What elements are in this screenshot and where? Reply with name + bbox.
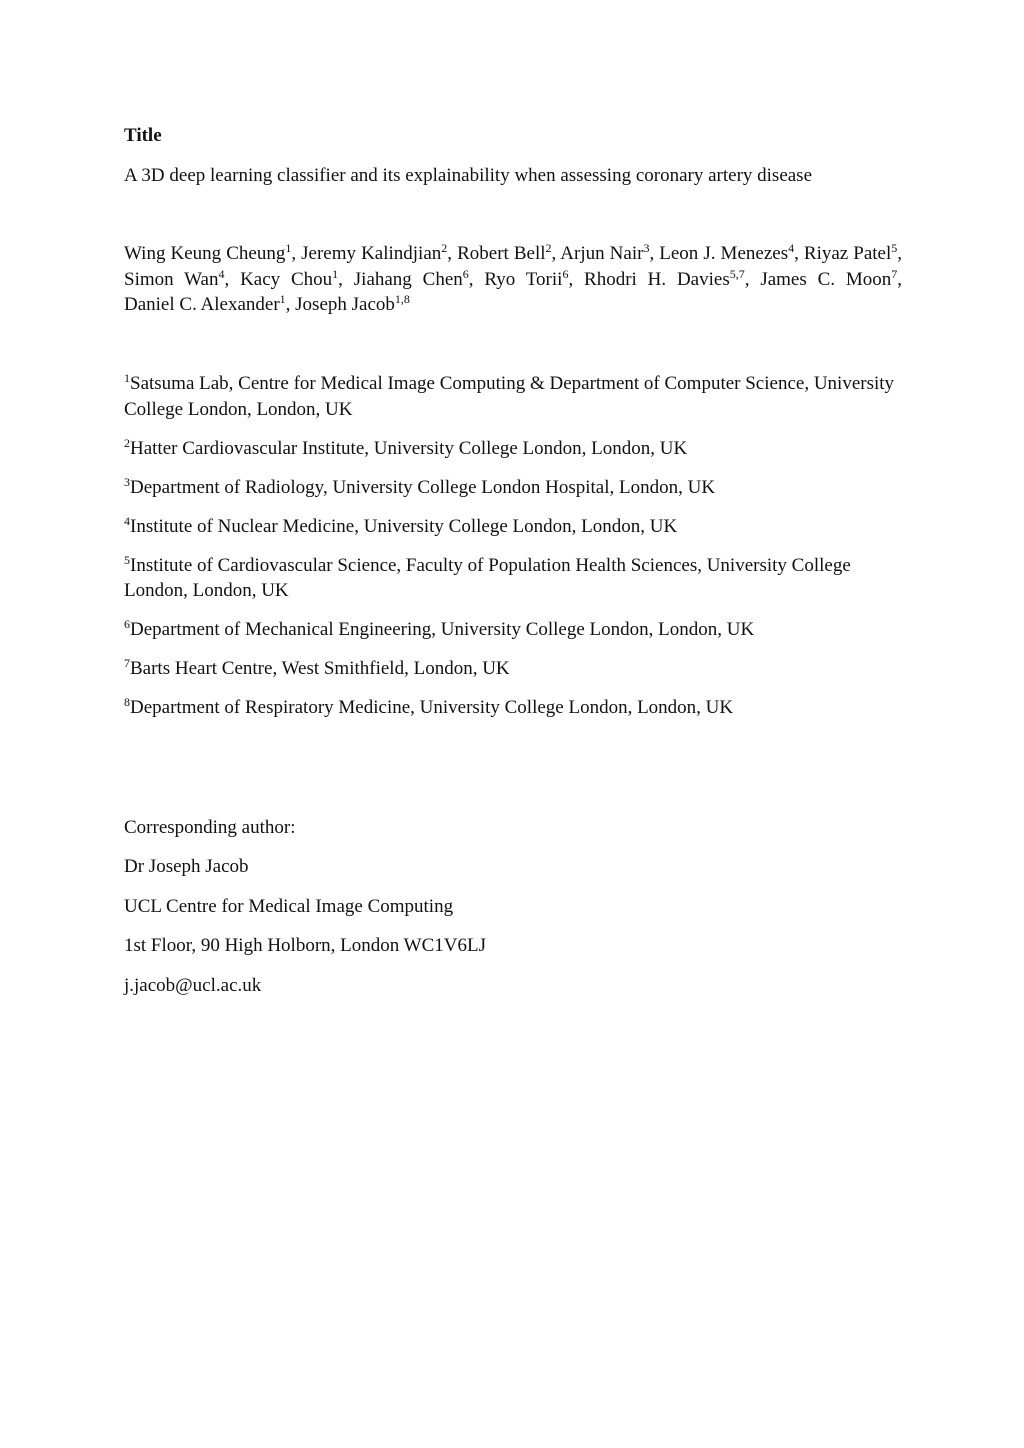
author-name: Kacy Chou xyxy=(240,268,333,290)
affiliation-number: 2 xyxy=(124,435,130,450)
affiliation-number: 1 xyxy=(124,371,130,385)
affiliation-text: Satsuma Lab, Centre for Medical Image Computing & Department of Computer Science, University College London, London, UK xyxy=(124,373,895,420)
author-name: Wing Keung Cheung xyxy=(124,243,286,264)
corresponding-author-name: Dr Joseph Jacob xyxy=(124,856,249,878)
affiliation-item xyxy=(124,371,902,422)
author-name: Jiahang Chen xyxy=(353,268,463,290)
affiliation-text: Institute of Cardiovascular Science, Faculty of Population Health Sciences, University College London, London, UK xyxy=(124,554,851,601)
author-affiliation-marker: 6 xyxy=(562,266,569,281)
author-name: Rhodri H. Davies xyxy=(584,268,730,290)
author xyxy=(240,266,339,290)
author-affiliation-marker: 4 xyxy=(788,241,795,255)
author-affiliation-marker: 6 xyxy=(462,266,469,281)
affiliation-text: Department of Respiratory Medicine, University College London, London, UK xyxy=(130,697,734,718)
affiliation-item xyxy=(124,695,902,721)
author xyxy=(353,266,469,290)
affiliation-text: Institute of Nuclear Medicine, University College London, London, UK xyxy=(130,515,678,537)
affiliation-number: 5 xyxy=(124,552,130,567)
affiliation-list xyxy=(124,371,902,734)
author xyxy=(659,243,794,264)
author-affiliation-marker: 1 xyxy=(285,241,292,255)
author-affiliation-marker: 5 xyxy=(891,241,898,255)
affiliation-number: 6 xyxy=(124,617,130,631)
author xyxy=(457,243,551,264)
affiliation-number: 3 xyxy=(124,474,130,489)
author xyxy=(124,266,225,290)
author-name: Joseph Jacob xyxy=(295,294,395,315)
author-affiliation-marker: 7 xyxy=(891,266,898,281)
author-affiliation-marker: 5,7 xyxy=(729,266,745,281)
author xyxy=(124,294,286,315)
author-name: Jeremy Kalindjian xyxy=(301,243,442,264)
corresponding-author-address: 1st Floor, 90 High Holborn, London WC1V6LJ xyxy=(124,935,487,957)
paper-title: A 3D deep learning classifier and its explainability when assessing coronary artery disease xyxy=(124,165,813,186)
author xyxy=(584,266,745,290)
title-heading: Title xyxy=(124,125,162,146)
author-affiliation-marker: 1 xyxy=(279,292,286,306)
author xyxy=(560,243,649,264)
affiliation-item xyxy=(124,475,902,501)
author-affiliation-marker: 2 xyxy=(441,241,448,255)
author xyxy=(301,243,447,264)
author-name: Riyaz Patel xyxy=(803,243,892,264)
affiliation-item xyxy=(124,617,902,643)
affiliation-text: Department of Mechanical Engineering, University College London, London, UK xyxy=(130,619,755,640)
author-name: James C. Moon xyxy=(760,268,892,290)
affiliation-text: Hatter Cardiovascular Institute, University College London, London, UK xyxy=(130,437,688,459)
author-name: Daniel C. Alexander xyxy=(124,294,280,315)
affiliation-item xyxy=(124,553,902,604)
affiliation-text: Department of Radiology, University College London Hospital, London, UK xyxy=(130,476,716,498)
author-affiliation-marker: 4 xyxy=(218,266,225,281)
corresponding-author-email: j.jacob@ucl.ac.uk xyxy=(124,974,262,996)
author-affiliation-marker: 1,8 xyxy=(394,292,410,306)
author xyxy=(295,294,410,315)
author-list: Wing Keung Cheung$^1$, Jeremy Kalindjian$^2$, Robert Bell$^2$, Arjun Nair$^3$, Leon J. Menezes$^4$, Riyaz Patel$^5$, Simon Wan$^4$, Kacy Chou$^1$, Jiahang Chen$^6$, Ryo Torii$^6$, Rhodri H. Davies$^{5,7}$, James C. Moon$^7$, Daniel C. Alexander$^1$, Joseph Jacob$^{1,8}$ xyxy=(124,241,903,315)
author xyxy=(484,266,569,290)
affiliation-item xyxy=(124,436,902,462)
affiliation-number: 8 xyxy=(124,695,130,709)
author-affiliation-marker: 1 xyxy=(332,266,339,281)
affiliation-text: Barts Heart Centre, West Smithfield, London, UK xyxy=(130,658,510,679)
author xyxy=(124,243,291,264)
affiliation-number: 7 xyxy=(124,656,130,670)
author-affiliation-marker: 3 xyxy=(643,241,650,255)
author-name: Robert Bell xyxy=(457,243,546,264)
author-name: Ryo Torii xyxy=(484,268,563,290)
author-name: Simon Wan xyxy=(124,268,219,290)
author-name: Leon J. Menezes xyxy=(659,243,789,264)
corresponding-author-institution: UCL Centre for Medical Image Computing xyxy=(124,895,454,917)
affiliation-item xyxy=(124,514,902,540)
corresponding-author-label: Corresponding author: xyxy=(124,817,296,838)
author-affiliation-marker: 2 xyxy=(545,241,552,255)
affiliation-number: 4 xyxy=(124,513,130,528)
affiliation-item xyxy=(124,656,902,682)
corresponding-author-block xyxy=(124,815,902,1012)
author-name: Arjun Nair xyxy=(560,243,644,264)
